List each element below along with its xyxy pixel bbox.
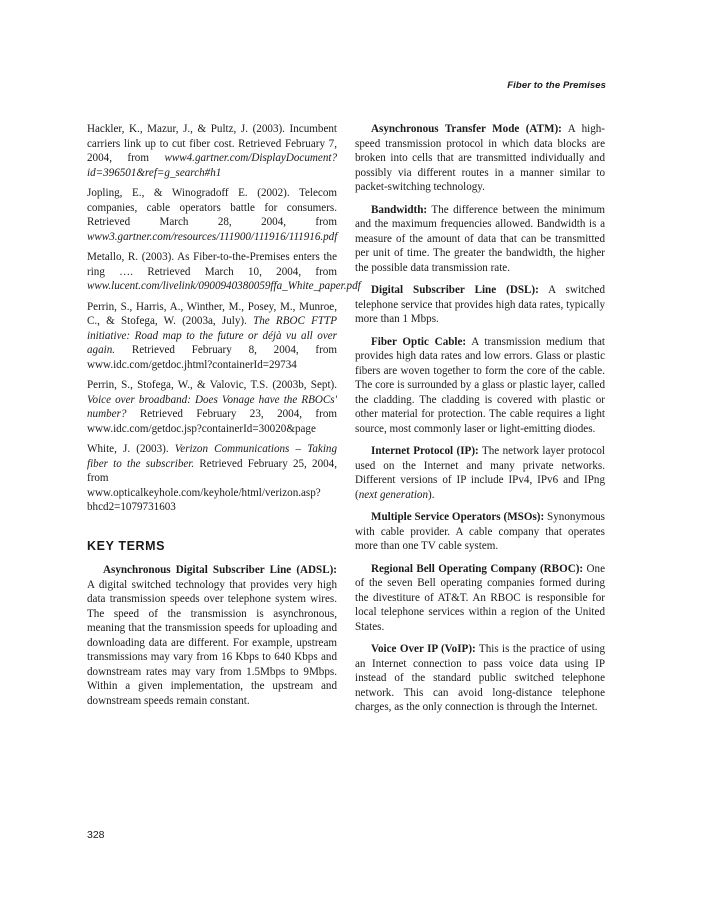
- reference-entry: Jopling, E., & Winogradoff E. (2002). Telecom companies, cable operators battle for consumers. Retrieved March 28, 2004, from www3.gartner.com/resources/111900/111916/111916.pdf: [87, 187, 338, 243]
- key-term-entry: Asynchronous Transfer Mode (ATM): A high-speed transmission protocol in which data blocks are broken into cells that are transmitted individually and possibly via different routes in a manner similar to packet-switching technology.: [355, 123, 605, 193]
- key-terms-heading: KEY TERMS: [87, 538, 166, 553]
- reference-entry: Perrin, S., Stofega, W., & Valovic, T.S. (2003b, Sept). Voice over broadband: Does Vonage have the RBOCs' number? Retrieved February 23, 2004, from www.idc.com/getdoc.jsp?containerId=30020&page: [87, 379, 337, 435]
- key-term-entry: Fiber Optic Cable: A transmission medium that provides high data rates and low errors. Glass or plastic fibers are woven together to form the core of the cable. The core is surrounded by a glass or plastic layer, called the cladding. The cladding is covered with plastic or other material for protection. The cable requires a light source, most commonly laser or light-emitting diodes.: [355, 335, 605, 435]
- reference-entry: Metallo, R. (2003). As Fiber-to-the-Premises enters the ring …. Retrieved March 10, 2004, from www.lucent.com/livelink/0900940380059ffa_White_paper.pdf: [87, 251, 361, 292]
- reference-entry: Hackler, K., Mazur, J., & Pultz, J. (2003). Incumbent carriers link up to cut fiber cost. Retrieved February 7, 2004, from www4.gartner.com/DisplayDocument?id=396501&ref=g_search#h1: [87, 123, 337, 179]
- key-term-entry: Bandwidth: The difference between the minimum and the maximum frequencies allowed. Bandwidth is a measure of the amount of data that can be transmitted per unit of time. The greater the bandwidth, the higher the possible data transmission rate.: [355, 203, 605, 274]
- key-term-entry: Asynchronous Digital Subscriber Line (ADSL): A digital switched technology that provides very high data transmission speeds over telephone system wires. The speed of the transmission is asynchronous, meaning that the transmission speeds for uploading and downloading data are different. For example, upstream transmissions may vary from 16 Kbps to 640 Kbps and downstream rates may vary from 1.5Mbps to 9Mbps. Within a given implementation, the upstream and downstream speeds remain constant.: [87, 564, 337, 707]
- reference-entry: White, J. (2003). Verizon Communications – Taking fiber to the subscriber. Retrieved February 25, 2004, from www.opticalkeyhole.com/keyhole/html/verizon.asp?bhcd2=1079731603: [87, 443, 337, 513]
- key-term-entry: Digital Subscriber Line (DSL): A switched telephone service that provides high data rates, typically more than 1 Mbps.: [355, 284, 605, 325]
- key-term-entry: Multiple Service Operators (MSOs): Synonymous with cable provider. A cable company that operates more than one TV cable system.: [355, 511, 605, 552]
- reference-entry: Perrin, S., Harris, A., Winther, M., Posey, M., Munroe, C., & Stofega, W. (2003a, July). The RBOC FTTP initiative: Road map to the future or déjà vu all over again. Retrieved February 8, 2004, from www.idc.com/getdoc.jhtml?containerId=29734: [87, 300, 337, 371]
- key-term-entry: Regional Bell Operating Company (RBOC): One of the seven Bell operating companies formed during the divestiture of AT&T. An RBOC is responsible for local telephone services within a region of the United States.: [355, 562, 606, 633]
- references-list: [87, 122, 361, 515]
- key-term-entry: Voice Over IP (VoIP): This is the practice of using an Internet connection to pass voice data using IP instead of the standard public switched telephone network. This can avoid long-distance telephone charges, as the only connection is through the Internet.: [355, 643, 606, 713]
- key-term-entry: Internet Protocol (IP): The network layer protocol used on the Internet and many private networks. Different versions of IP include IPv4, IPv6 and IPng (next generation).: [355, 445, 605, 501]
- left-column: [87, 122, 361, 716]
- page-number: 328: [87, 829, 105, 841]
- running-header: Fiber to the Premises: [507, 80, 606, 91]
- right-column: [355, 122, 605, 723]
